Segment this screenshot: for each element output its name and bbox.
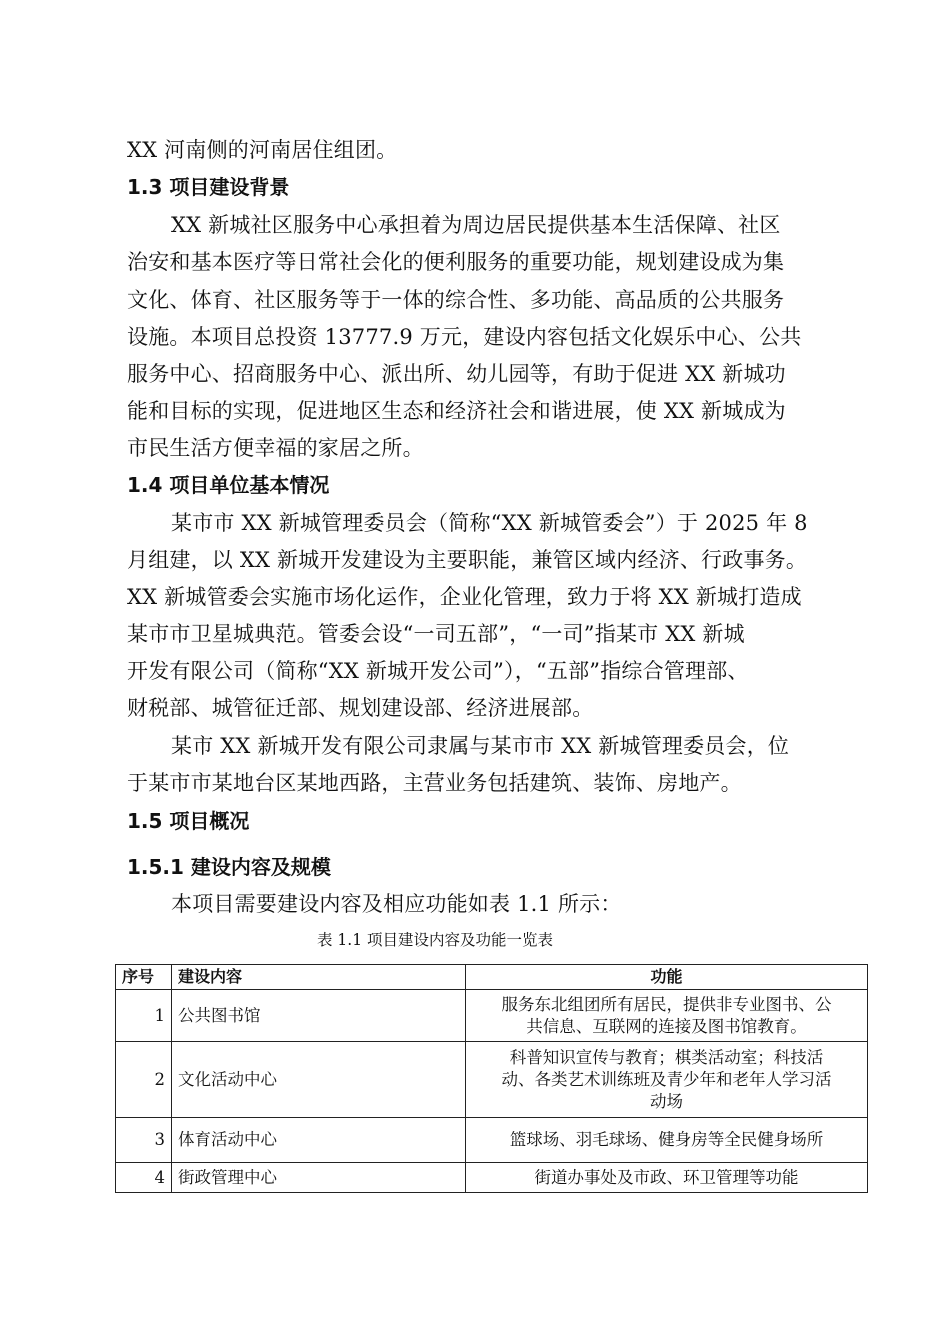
- content-table: [115, 964, 868, 1193]
- row-number: 2: [116, 1042, 172, 1118]
- table-row: [116, 1042, 868, 1118]
- section-heading: 1.4 项目单位基本情况: [127, 473, 330, 497]
- paragraph-line: 月组建，以 XX 新城开发建设为主要职能，兼管区域内经济、行政事务。: [127, 548, 808, 572]
- table-row: [116, 1118, 868, 1163]
- paragraph-line: 文化、体育、社区服务等于一体的综合性、多功能、高品质的公共服务: [127, 288, 785, 312]
- table-caption: 表 1.1 项目建设内容及功能一览表: [316, 931, 553, 949]
- paragraph-line: XX 新城社区服务中心承担着为周边居民提供基本生活保障、社区: [171, 213, 781, 237]
- subsection-heading: 1.5.1 建设内容及规模: [127, 855, 331, 879]
- paragraph-line: XX 河南侧的河南居住组团。: [127, 138, 398, 162]
- table-header-row: [116, 965, 868, 990]
- paragraph-line: 本项目需要建设内容及相应功能如表 1.1 所示：: [171, 892, 622, 916]
- table-row: [116, 990, 868, 1042]
- section-heading: 1.3 项目建设背景: [127, 175, 290, 199]
- table-row: [116, 1163, 868, 1193]
- function-line: 篮球场、羽毛球场、健身房等全民健身场所: [509, 1130, 824, 1149]
- paragraph-line: 某市市卫星城典范。管委会设“一司五部”，“一司”指某市 XX 新城: [127, 622, 745, 646]
- paragraph-line: 设施。本项目总投资 13777.9 万元，建设内容包括文化娱乐中心、公共: [127, 325, 802, 349]
- function-line: 共信息、互联网的连接及图书馆教育。: [526, 1016, 807, 1036]
- header-function: 功能: [466, 965, 868, 990]
- paragraph-line: 财税部、城管征迁部、规划建设部、经济进展部。: [127, 696, 594, 720]
- paragraph-line: 某市市 XX 新城管理委员会（简称“XX 新城管委会”）于 2025 年 8: [171, 511, 808, 535]
- function-line: 动、各类艺术训练班及青少年和老年人学习活: [501, 1069, 832, 1089]
- paragraph-line: 治安和基本医疗等日常社会化的便利服务的重要功能，规划建设成为集: [127, 250, 785, 274]
- paragraph-line: 能和目标的实现，促进地区生态和经济社会和谐进展，使 XX 新城成为: [127, 399, 786, 423]
- paragraph-line: 市民生活方便幸福的家居之所。: [127, 436, 424, 460]
- paragraph-line: 某市 XX 新城开发有限公司隶属与某市市 XX 新城管理委员会，位: [171, 734, 790, 758]
- section-heading: 1.5 项目概况: [127, 809, 250, 833]
- row-item: 街政管理中心: [172, 1163, 466, 1193]
- row-function: [466, 1042, 868, 1118]
- row-function: [466, 1163, 868, 1193]
- function-line: 服务东北组团所有居民，提供非专业图书、公: [501, 994, 832, 1014]
- header-number: 序号: [116, 965, 172, 990]
- row-number: 1: [116, 990, 172, 1042]
- row-item: 体育活动中心: [172, 1118, 466, 1163]
- paragraph-line: XX 新城管委会实施市场化运作，企业化管理，致力于将 XX 新城打造成: [127, 585, 802, 609]
- row-function: [466, 1118, 868, 1163]
- function-line: 动场: [650, 1091, 683, 1111]
- header-item: 建设内容: [172, 965, 466, 990]
- function-line: 街道办事处及市政、环卫管理等功能: [534, 1167, 799, 1187]
- paragraph-line: 于某市市某地台区某地西路，主营业务包括建筑、装饰、房地产。: [127, 771, 742, 795]
- row-number: 4: [116, 1163, 172, 1193]
- function-line: 科普知识宣传与教育；棋类活动室；科技活: [509, 1047, 824, 1067]
- row-function: [466, 990, 868, 1042]
- row-item: 公共图书馆: [172, 990, 466, 1042]
- row-number: 3: [116, 1118, 172, 1163]
- row-item: 文化活动中心: [172, 1042, 466, 1118]
- paragraph-line: 开发有限公司（简称“XX 新城开发公司”），“五部”指综合管理部、: [127, 659, 749, 683]
- paragraph-line: 服务中心、招商服务中心、派出所、幼儿园等，有助于促进 XX 新城功: [127, 362, 786, 386]
